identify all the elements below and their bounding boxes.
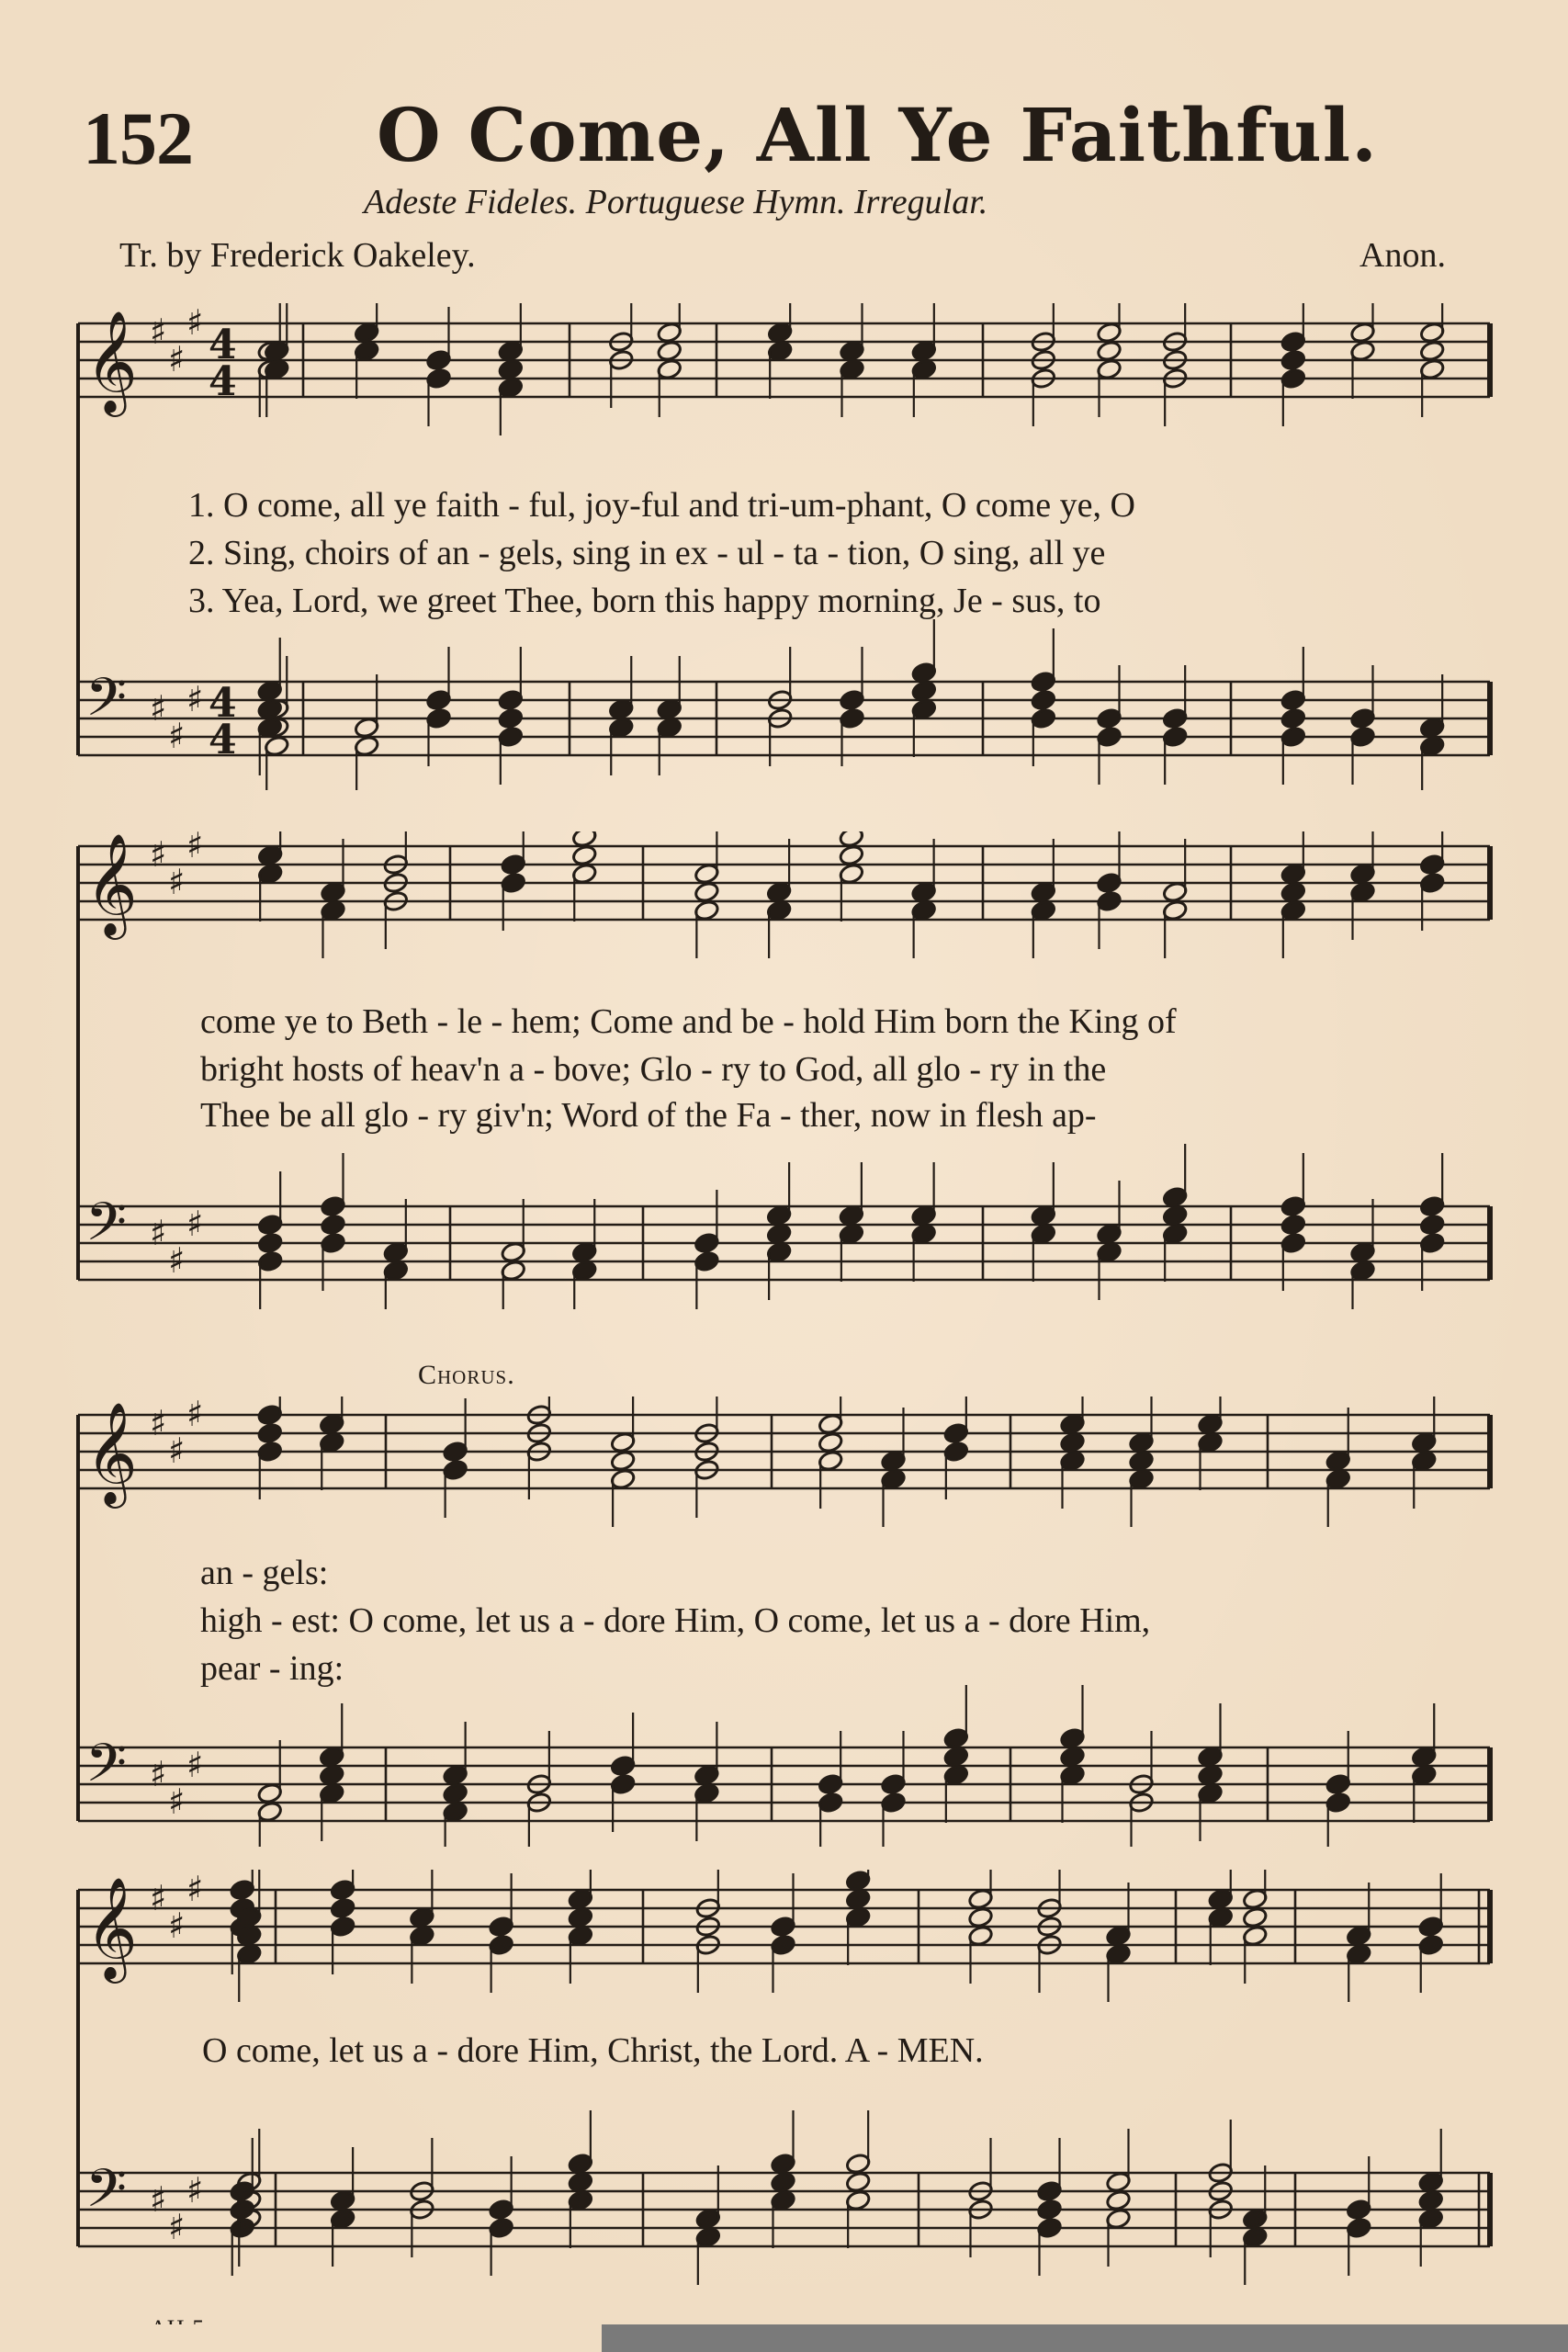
sharp-icon: ♯	[186, 1396, 204, 1434]
note-head	[442, 1782, 468, 1804]
time-signature-top: 4	[209, 322, 237, 368]
treble-clef-icon: 𝄞	[85, 310, 138, 413]
lyrics-verse-2-line-2: bright hosts of heav'n a - bove; Glo - ry to God, all glo - ry in the	[200, 1050, 1107, 1089]
note-head	[320, 1214, 345, 1236]
note-head	[911, 680, 937, 702]
lyrics-verse-2-line-3: high - est: O come, let us a - dore Him, O come, let us a - dore Him,	[200, 1601, 1151, 1640]
bass-staff-1	[78, 619, 1490, 790]
sharp-icon: ♯	[168, 2207, 186, 2247]
sharp-icon: ♯	[150, 1213, 167, 1253]
note-head	[839, 844, 864, 866]
sharp-icon: ♯	[186, 679, 204, 719]
note-head	[818, 1431, 843, 1453]
sharp-icon: ♯	[168, 1240, 186, 1281]
sharp-icon: ♯	[168, 862, 186, 902]
hymn-subtitle: Adeste Fideles. Portuguese Hymn. Irregular.	[364, 183, 988, 221]
bass-staff-3	[78, 1685, 1490, 1847]
sharp-icon: ♯	[150, 2179, 167, 2220]
sharp-icon: ♯	[186, 1204, 204, 1244]
note-head	[1280, 881, 1306, 903]
hymn-title: O Come, All Ye Faithful.	[377, 92, 1379, 178]
sharp-icon: ♯	[186, 831, 204, 865]
note-head	[330, 1897, 355, 1919]
note-head	[571, 844, 597, 866]
time-signature-bottom: 4	[209, 717, 237, 763]
treble-clef-icon: 𝄞	[85, 1876, 138, 1979]
translator-credit: Tr. by Frederick Oakeley.	[119, 236, 476, 275]
time-signature-top: 4	[209, 680, 237, 727]
sharp-icon: ♯	[150, 1754, 167, 1794]
bass-clef-icon: 𝄢	[85, 1732, 128, 1807]
sharp-icon: ♯	[168, 339, 186, 379]
note-head	[1280, 349, 1306, 371]
note-head	[498, 358, 524, 380]
time-signature-bottom: 4	[209, 358, 237, 405]
lyrics-final-line: O come, let us a - dore Him, Christ, the Lord. A - MEN.	[202, 2031, 984, 2070]
sharp-icon: ♯	[150, 1878, 167, 1918]
note-head	[766, 1223, 792, 1245]
bass-clef-icon: 𝄢	[85, 1191, 128, 1266]
lyrics-verse-3-line-3: pear - ing:	[200, 1649, 344, 1688]
note-head	[1419, 1214, 1445, 1236]
treble-clef-icon: 𝄞	[85, 1401, 138, 1504]
note-head	[845, 1888, 871, 1910]
sharp-icon: ♯	[186, 1870, 204, 1909]
lyrics-verse-1-line-1: 1. O come, all ye faith - ful, joy-ful and tri-um-phant, O come ye, O	[188, 486, 1135, 525]
note-head	[568, 2171, 593, 2193]
sharp-icon: ♯	[168, 716, 186, 756]
note-head	[1096, 340, 1122, 362]
sharp-icon: ♯	[186, 2170, 204, 2211]
lyrics-verse-3-line-2: Thee be all glo - ry giv'n; Word of the Fa - ther, now in flesh ap-	[200, 1096, 1097, 1135]
note-head	[1280, 1214, 1306, 1236]
note-head	[1418, 2189, 1444, 2211]
music-system-4	[0, 1870, 1568, 2301]
sharp-icon: ♯	[186, 1745, 204, 1785]
note-head	[1128, 1450, 1154, 1472]
sharp-icon: ♯	[150, 688, 167, 729]
lyrics-verse-1-line-2: come ye to Beth - le - hem; Come and be - hold Him born the King of	[200, 1002, 1177, 1041]
hymn-number: 152	[83, 96, 193, 180]
note-head	[1036, 2199, 1062, 2221]
note-head	[610, 1450, 636, 1472]
sharp-icon: ♯	[150, 834, 167, 875]
note-head	[1280, 707, 1306, 729]
note-head	[257, 1422, 283, 1444]
note-head	[967, 1906, 993, 1928]
note-head	[257, 1232, 283, 1254]
composer-credit: Anon.	[1359, 236, 1446, 275]
note-head	[770, 2171, 795, 2193]
note-head	[943, 1746, 969, 1768]
bass-clef-icon: 𝄢	[85, 666, 128, 741]
sharp-icon: ♯	[168, 1430, 186, 1471]
treble-clef-icon: 𝄞	[85, 832, 138, 935]
note-head	[845, 2171, 871, 2193]
lyrics-verse-2-line-1: 2. Sing, choirs of an - gels, sing in ex - ul - ta - tion, O sing, all ye	[188, 534, 1106, 572]
note-head	[498, 707, 524, 729]
note-head	[694, 881, 719, 903]
note-head	[657, 340, 682, 362]
note-head	[1419, 340, 1445, 362]
treble-staff-4	[78, 1870, 1490, 2002]
note-head	[568, 1906, 593, 1928]
lyrics-verse-3-line-1: 3. Yea, Lord, we greet Thee, born this happy morning, Je - sus, to	[188, 582, 1101, 620]
scan-edge-bar	[0, 2324, 1568, 2352]
bass-clef-icon: 𝄢	[85, 2157, 128, 2233]
chorus-label: Chorus.	[418, 1360, 515, 1390]
note-head	[1059, 1746, 1085, 1768]
note-head	[1162, 1204, 1188, 1227]
note-head	[1059, 1431, 1085, 1453]
treble-staff-3	[78, 1396, 1490, 1527]
sharp-icon: ♯	[150, 311, 167, 352]
treble-staff-2	[78, 831, 1490, 958]
sharp-icon: ♯	[168, 1781, 186, 1822]
sharp-icon: ♯	[186, 303, 204, 343]
bass-staff-4	[78, 2110, 1490, 2285]
lyrics-verse-1-line-3: an - gels:	[200, 1554, 329, 1592]
note-head	[1197, 1764, 1223, 1786]
note-head	[1242, 1906, 1268, 1928]
bass-staff-2	[78, 1144, 1490, 1309]
note-head	[319, 1764, 344, 1786]
treble-staff-1	[78, 303, 1490, 435]
note-head	[1105, 2189, 1131, 2211]
sharp-icon: ♯	[150, 1403, 167, 1443]
sharp-icon: ♯	[168, 1905, 186, 1946]
note-head	[1031, 689, 1056, 711]
